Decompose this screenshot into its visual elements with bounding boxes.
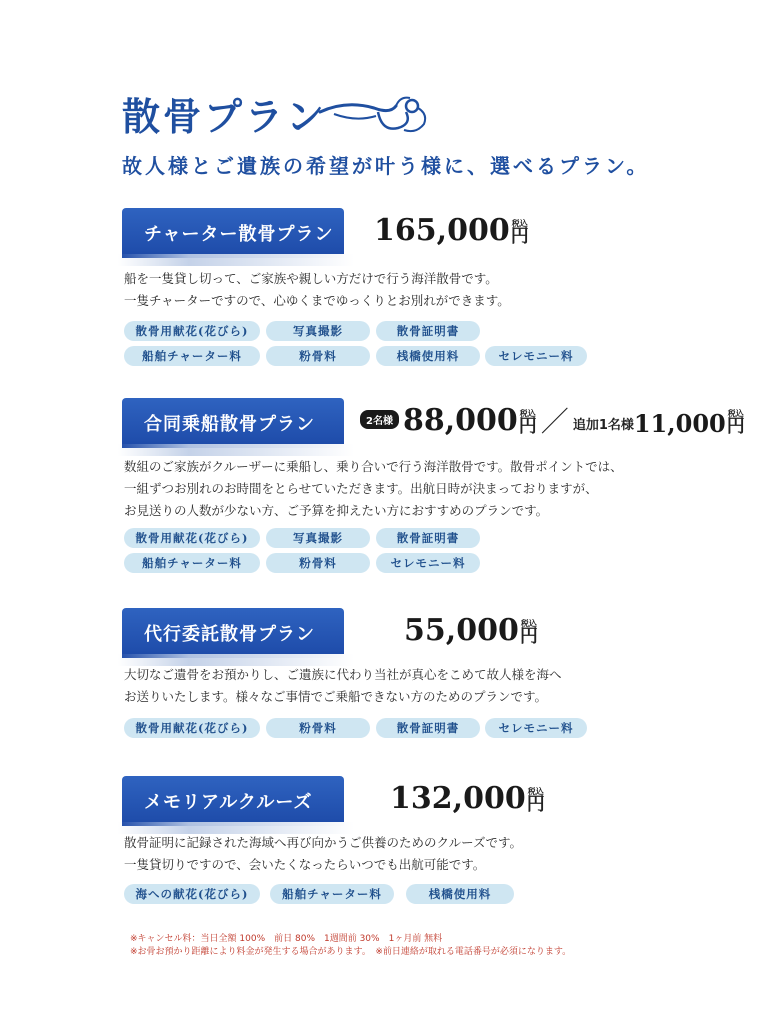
plan-description bbox=[124, 268, 510, 312]
tag-item: 写真撮影 bbox=[266, 321, 370, 341]
footnotes bbox=[130, 933, 571, 959]
tag-item: 散骨証明書 bbox=[376, 321, 480, 341]
tag-item: セレモニー料 bbox=[376, 553, 480, 573]
description-line: 大切なご遺骨をお預かりし、ご遺族に代わり当社が真心をこめて故人様を海へ bbox=[124, 667, 562, 682]
cancellation-note: ※キャンセル料：当日全額 100% 前日 80% 1週間前 30% 1ヶ月前 無料 bbox=[130, 934, 443, 944]
price: 132,000 bbox=[390, 781, 526, 816]
description-line: 一隻貸切りですので、会いたくなったらいつでも出航可能です。 bbox=[124, 857, 486, 872]
plan-name: メモリアルクルーズ bbox=[144, 792, 313, 813]
additional-price: 11,000 bbox=[633, 409, 726, 438]
price-block bbox=[404, 613, 538, 648]
plan-name-ribbon bbox=[122, 776, 344, 826]
yen-label: 円 bbox=[526, 794, 545, 815]
flourish-ornament-icon bbox=[316, 92, 436, 140]
price-block bbox=[374, 213, 529, 248]
description-line: 散骨証明に記録された海域へ再び向かうご供養のためのクルーズです。 bbox=[124, 835, 523, 850]
price: 88,000 bbox=[402, 403, 518, 438]
plan-description bbox=[124, 456, 623, 522]
price-block bbox=[360, 403, 745, 438]
tax-label: 税込 bbox=[527, 787, 544, 796]
plan-name-ribbon bbox=[122, 398, 344, 448]
plan-name-ribbon bbox=[122, 208, 344, 258]
persons-badge: 2名様 bbox=[360, 410, 399, 429]
tag-item: 散骨用献花(花びら) bbox=[124, 718, 260, 738]
page-title: 散骨プラン bbox=[122, 94, 328, 139]
plan-description bbox=[124, 832, 522, 876]
plan-name: チャーター散骨プラン bbox=[144, 224, 334, 245]
tag-item: セレモニー料 bbox=[485, 346, 587, 366]
plan-description bbox=[124, 664, 562, 708]
yen-label: 円 bbox=[726, 416, 745, 437]
yen-label: 円 bbox=[510, 226, 529, 247]
tag-item: セレモニー料 bbox=[485, 718, 587, 738]
description-line: お送りいたします。様々なご事情でご乗船できない方のためのプランです。 bbox=[124, 689, 548, 704]
plan-name: 代行委託散骨プラン bbox=[144, 624, 315, 645]
slash-separator: ／ bbox=[540, 405, 569, 438]
tax-label: 税込 bbox=[727, 409, 744, 418]
tag-item: 桟橋使用料 bbox=[406, 884, 514, 904]
description-line: 数組のご家族がクルーザーに乗船し、乗り合いで行う海洋散骨です。散骨ポイントでは、 bbox=[124, 459, 623, 474]
tag-item: 粉骨料 bbox=[266, 718, 370, 738]
description-line: 船を一隻貸し切って、ご家族や親しい方だけで行う海洋散骨です。 bbox=[124, 271, 498, 286]
tag-item: 船舶チャーター料 bbox=[124, 553, 260, 573]
tax-label: 税込 bbox=[511, 219, 528, 228]
tag-item: 船舶チャーター料 bbox=[124, 346, 260, 366]
plan-name: 合同乗船散骨プラン bbox=[144, 414, 315, 435]
page-subtitle: 故人様とご遺族の希望が叶う様に、選べるプラン。 bbox=[122, 154, 650, 178]
tag-item: 散骨証明書 bbox=[376, 528, 480, 548]
yen-label: 円 bbox=[519, 626, 538, 647]
additional-label: 追加1名様 bbox=[572, 418, 634, 433]
tag-item: 散骨証明書 bbox=[376, 718, 480, 738]
tag-item: 海への献花(花びら) bbox=[124, 884, 260, 904]
tag-item: 散骨用献花(花びら) bbox=[124, 528, 260, 548]
plan-name-ribbon bbox=[122, 608, 344, 658]
tag-item: 粉骨料 bbox=[266, 346, 370, 366]
tag-item: 船舶チャーター料 bbox=[270, 884, 394, 904]
tag-item: 写真撮影 bbox=[266, 528, 370, 548]
tax-label: 税込 bbox=[519, 409, 536, 418]
fee-note: ※お骨お預かり距離により料金が発生する場合があります。 ※前日連絡が取れる電話番号が必須になります。 bbox=[130, 947, 572, 957]
description-line: お見送りの人数が少ない方、ご予算を抑えたい方におすすめのプランです。 bbox=[124, 503, 549, 518]
description-line: 一組ずつお別れのお時間をとらせていただきます。出航日時が決まっておりますが、 bbox=[124, 481, 598, 496]
tag-item: 桟橋使用料 bbox=[376, 346, 480, 366]
price-block bbox=[390, 781, 545, 816]
price: 55,000 bbox=[404, 613, 519, 648]
yen-label: 円 bbox=[518, 416, 537, 437]
tag-item: 粉骨料 bbox=[266, 553, 370, 573]
price: 165,000 bbox=[374, 213, 510, 248]
tax-label: 税込 bbox=[520, 619, 537, 628]
tag-item: 散骨用献花(花びら) bbox=[124, 321, 260, 341]
description-line: 一隻チャーターですので、心ゆくまでゆっくりとお別れができます。 bbox=[124, 293, 510, 308]
